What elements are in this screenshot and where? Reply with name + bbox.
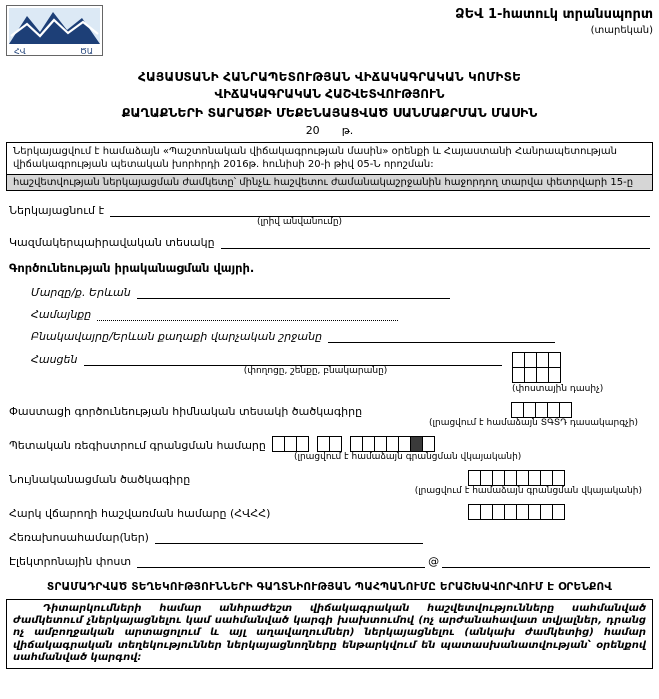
presented-by-row <box>9 203 650 217</box>
email-local-input[interactable] <box>137 554 425 568</box>
register-number-row <box>9 436 650 452</box>
armstat-logo <box>6 5 103 56</box>
community-input[interactable] <box>97 307 398 321</box>
presented-by-input[interactable] <box>110 203 650 217</box>
id-code-row <box>9 470 650 486</box>
postal-code-row-2 <box>512 367 650 383</box>
register-number-group-2 <box>317 436 342 452</box>
year-suffix: թ. <box>341 124 354 137</box>
postal-code-row-1 <box>512 352 650 368</box>
email-domain-input[interactable] <box>442 554 650 568</box>
legal-type-row <box>9 235 650 249</box>
activity-code-hint: (լրացվում է համաձայն ՏԳՏԴ դասակարգչի) <box>429 418 638 428</box>
settlement-input[interactable] <box>328 329 555 343</box>
legal-type-label: Կազմակերպաիրավական տեսակը <box>9 236 215 249</box>
committee-name: ՀԱՅԱՍՏԱՆԻ ՀԱՆՐԱՊԵՏՈՒԹՅԱՆ ՎԻՃԱԿԱԳՐԱԿԱՆ ԿՈՄԻՏԵ <box>137 70 522 84</box>
register-number-label: Պետական ռեգիստրում գրանցման համարը <box>9 439 266 452</box>
region-label: Մարզը/ք. Երևան <box>31 286 131 299</box>
confidentiality-guarantee: ՏՐԱՄԱԴՐՎԱԾ ՏԵՂԵԿՈՒԹՅՈՒՆՆԵՐԻ ԳԱՂՏՆԻՈՒԹՅԱՆ ՊԱՀՊԱՆՈՒՄԸ ԵՐԱՇԽԱՎՈՐՎՈՒՄ Է ՕՐԵՆՔՈՎ <box>46 581 613 593</box>
id-code-boxes <box>468 470 565 486</box>
liability-warning-box <box>6 599 653 669</box>
postal-code-block <box>502 352 650 394</box>
register-number-group-3 <box>350 436 435 452</box>
deadline-text: հաշվետվության ներկայացման ժամկետը՝ մինչև հաշվետու ժամանակաշրջանին հաջորդող տարվա փետրվարի 15-ը <box>7 174 652 190</box>
region-input[interactable] <box>137 285 450 299</box>
report-type: ՎԻՃԱԿԱԳՐԱԿԱՆ ՀԱՇՎԵՏՎՈՒԹՅՈՒՆ <box>214 87 445 101</box>
code-box-cell[interactable] <box>552 470 565 486</box>
email-row <box>9 554 650 568</box>
activity-code-label: Փաստացի գործունեության հիմնական տեսակի ծածկագիրը <box>9 405 363 418</box>
register-number-group-1 <box>272 436 309 452</box>
phone-row <box>9 530 650 544</box>
code-box-cell[interactable] <box>422 436 435 452</box>
code-box-cell[interactable] <box>548 367 561 383</box>
postal-code-boxes <box>512 352 650 383</box>
tin-label: Հարկ վճարողի հաշվառման համարը (ՀՎՀՀ) <box>9 507 271 520</box>
address-input[interactable] <box>84 352 503 366</box>
armstat-logo-image <box>6 5 103 56</box>
code-box-cell[interactable] <box>559 402 572 418</box>
code-box-cell[interactable] <box>548 352 561 368</box>
liability-warning-text: Դիտարկումների համար անհրաժեշտ վիճակագրական հաշվետվությունները սահմանված ժամկետում չներկայացնելու կամ սահմանված կարգի խախտումով (ոչ արժանահավատ տվյալներ, դրանց ոչ ամբողջական արտացոլում և այլ աղավաղումներ) ներկայացնելու (անկախ ժամկետից) համար վիճակագրական տեղեկություններ ներկայացնողները ենթարկվում են պատասխանատվության՝ օրենքով սահմանված կարգով: <box>13 603 646 663</box>
presented-by-label: Ներկայացնում է <box>9 204 105 217</box>
community-label: Համայնքը <box>31 308 92 321</box>
region-row <box>31 285 650 299</box>
legal-type-input[interactable] <box>221 235 650 249</box>
id-code-hint: (լրացվում է համաձայն գրանցման վկայականի) <box>414 486 642 496</box>
logo-letters-right: ԾԱ <box>80 47 94 56</box>
postal-code-hint: (փոստային դասիչ) <box>512 384 604 394</box>
address-row <box>31 352 502 366</box>
tin-boxes <box>468 504 565 520</box>
code-box-cell[interactable] <box>329 436 342 452</box>
activity-code-row <box>9 402 650 418</box>
code-box-cell[interactable] <box>296 436 309 452</box>
phone-input[interactable] <box>155 530 423 544</box>
community-row <box>31 307 650 321</box>
form-id-block <box>455 5 653 36</box>
phone-label: Հեռախոսահամար(ներ) <box>9 531 149 544</box>
legal-basis-text: Ներկայացվում է համաձայն «Պաշտոնական վիճակագրության մասին» օրենքի և Հայաստանի Հանրապետության վիճակագրության պետական խորհրդի 2016թ. հունիսի 20-ի թիվ 05-Ն որոշման: <box>13 146 617 170</box>
form-periodicity: (տարեկան) <box>590 25 653 36</box>
form-fields <box>6 203 653 568</box>
id-code-label: Նույնականացման ծածկագիրը <box>9 473 191 486</box>
logo-letters-left: ՀՎ <box>14 47 26 56</box>
location-heading: Գործունեության իրականացման վայրի. <box>9 261 255 275</box>
register-number-hint: (լրացվում է համաձայն գրանցման վկայականի) <box>294 452 522 462</box>
activity-code-boxes <box>511 402 572 418</box>
code-box-cell[interactable] <box>552 504 565 520</box>
address-hint: (փողոցը, շենքը, բնակարանը) <box>243 366 388 376</box>
year-line <box>6 124 653 137</box>
settlement-label: Բնակավայրը/Երևան քաղաքի վարչական շրջանը <box>31 330 323 343</box>
email-label: Էլեկտրոնային փոստ <box>9 555 132 568</box>
address-label: Հասցեն <box>31 353 78 366</box>
email-at-sign: @ <box>428 555 440 568</box>
address-block <box>9 352 650 394</box>
tin-row <box>9 504 650 520</box>
presented-by-hint: (լրիվ անվանումը) <box>256 217 343 227</box>
form-number: ՁԵՎ 1-հատուկ տրանսպորտ <box>455 7 653 22</box>
submission-notice-box <box>6 142 653 191</box>
settlement-row <box>31 329 650 343</box>
year-prefix: 20 <box>305 124 320 137</box>
address-left <box>9 352 502 394</box>
report-title: ՔԱՂԱՔՆԵՐԻ ՏԱՐԱԾՔԻ ՄԵՔԵՆԱՅԱՑՎԱԾ ՍԱՆՄԱՔՐՄԱՆ ՄԱՍԻՆ <box>121 105 538 120</box>
form-header <box>6 5 653 59</box>
